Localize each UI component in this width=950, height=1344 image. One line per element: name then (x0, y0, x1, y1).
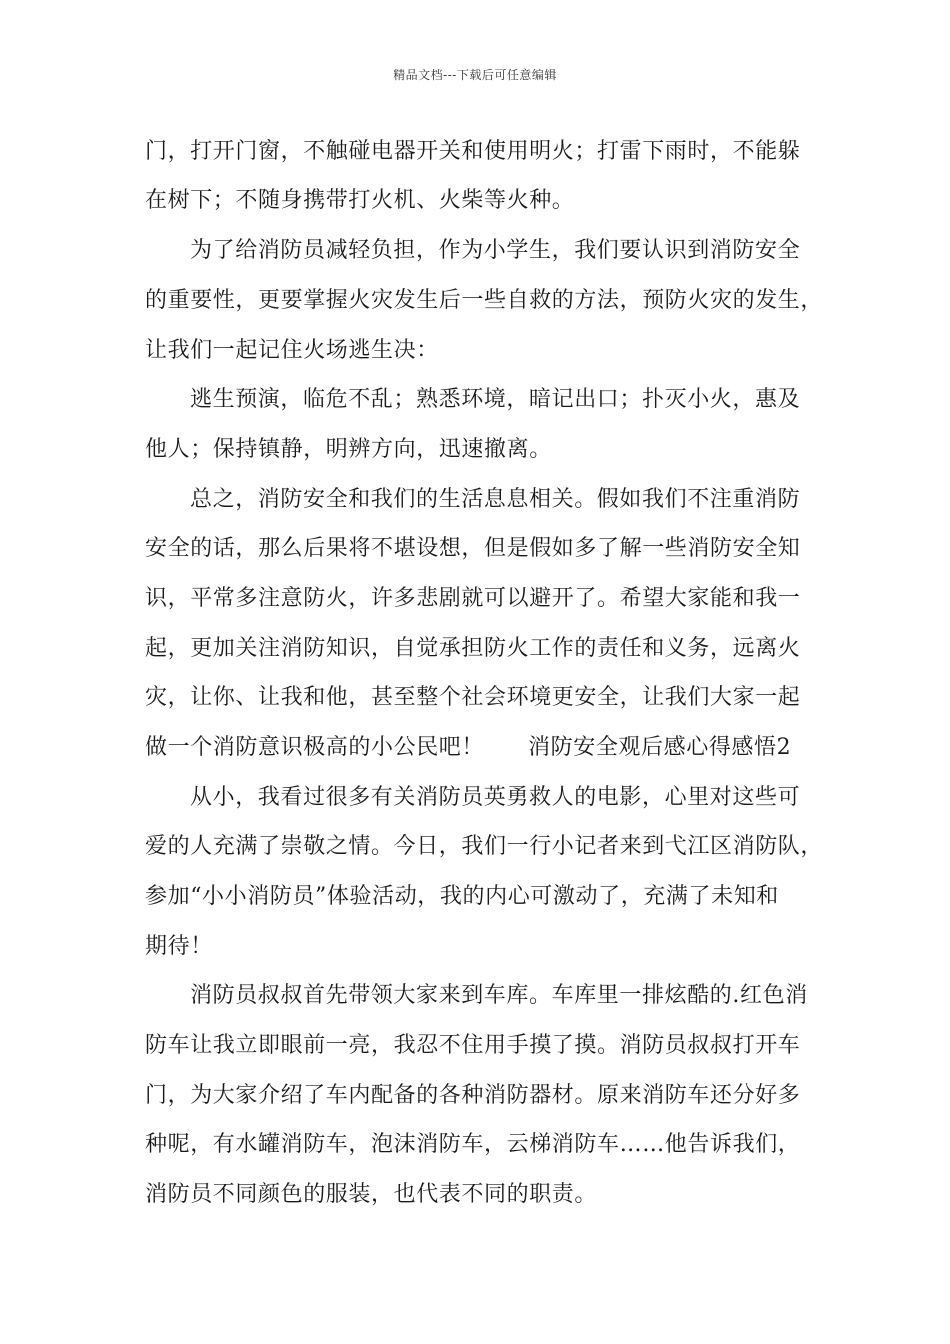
text-line: 期待！ (145, 934, 213, 959)
text-segment: 做一个消防意识极高的小公民吧！ (145, 735, 485, 760)
text-line: 灾，让你、让我和他，甚至整个社会环境更安全，让我们大家一起 (145, 685, 801, 710)
text-line: 他人；保持镇静，明辨方向，迅速撤离。 (145, 437, 552, 462)
paragraph-first-line: 总之，消防安全和我们的生活息息相关。假如我们不注重消防 (190, 487, 801, 512)
text-line: 的重要性，更要掌握火灾发生后一些自救的方法，预防火灾的发生， (145, 288, 824, 313)
page-header: 精品文档---下载后可任意编辑 (393, 68, 557, 82)
text-line: 防车让我立即眼前一亮，我忍不住用手摸了摸。消防员叔叔打开车 (145, 1033, 801, 1058)
text-line: 在树下；不随身携带打火机、火柴等火种。 (145, 188, 575, 213)
paragraph-first-line: 为了给消防员减轻负担，作为小学生，我们要认识到消防安全 (190, 238, 801, 263)
text-line: 爱的人充满了崇敬之情。今日，我们一行小记者来到弋江区消防队， (145, 834, 824, 859)
text-line: 种呢，有水罐消防车，泡沫消防车，云梯消防车……他告诉我们， (145, 1132, 801, 1157)
text-line: 识，平常多注意防火，许多悲剧就可以避开了。希望大家能和我一 (145, 586, 801, 611)
paragraph-first-line: 从小，我看过很多有关消防员英勇救人的电影，心里对这些可 (190, 785, 801, 810)
section-title: 消防安全观后感心得感悟2 (528, 735, 792, 760)
text-line: 让我们一起记住火场逃生决： (145, 338, 439, 363)
text-line: 起，更加关注消防知识，自觉承担防火工作的责任和义务，远离火 (145, 636, 801, 661)
text-line (145, 733, 791, 763)
text-line: 参加“小小消防员”体验活动，我的内心可激动了，充满了未知和 (145, 884, 779, 909)
text-line: 门，打开门窗，不触碰电器开关和使用明火；打雷下雨时，不能躲 (145, 139, 801, 164)
text-line: 安全的话，那么后果将不堪设想，但是假如多了解一些消防安全知 (145, 536, 801, 561)
text-line: 消防员不同颜色的服装，也代表不同的职责。 (145, 1182, 598, 1207)
text-line: 门，为大家介绍了车内配备的各种消防器材。原来消防车还分好多 (145, 1083, 801, 1108)
paragraph-first-line: 消防员叔叔首先带领大家来到车库。车库里一排炫酷的.红色消 (190, 983, 808, 1008)
paragraph-first-line: 逃生预演，临危不乱；熟悉环境，暗记出口；扑灭小火，惠及 (190, 387, 801, 412)
